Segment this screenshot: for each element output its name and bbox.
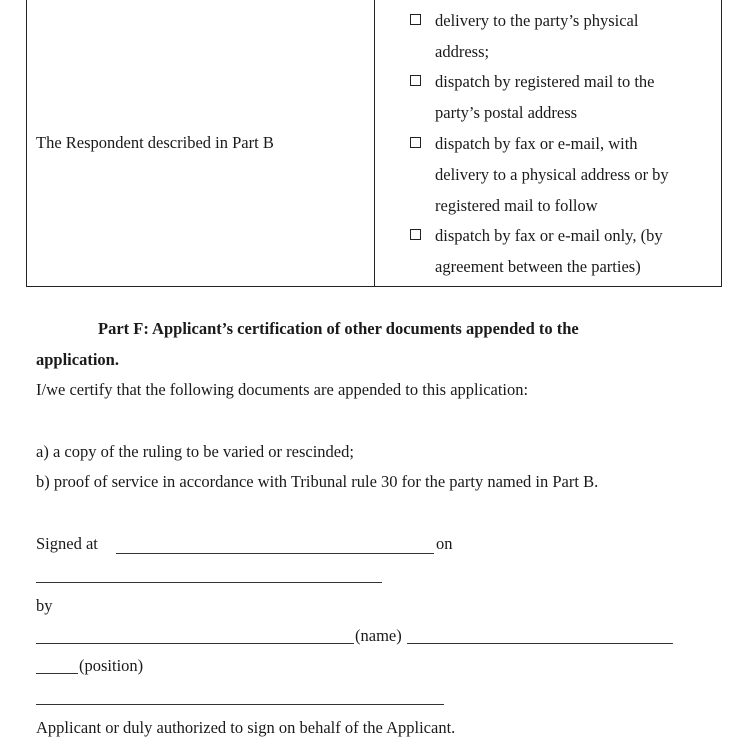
document-item-b: b) proof of service in accordance with Tribunal rule 30 for the party named in Part B.: [36, 472, 599, 491]
position-field[interactable]: [36, 673, 78, 674]
option-line: dispatch by fax or e-mail, with: [435, 134, 638, 153]
certification-intro: I/we certify that the following documents are appended to this application:: [36, 380, 529, 399]
name-field[interactable]: [407, 643, 673, 644]
option-line: delivery to a physical address or by: [435, 165, 669, 184]
option-line: agreement between the parties): [435, 257, 641, 276]
checkbox-icon[interactable]: [410, 14, 421, 25]
name-label: (name): [355, 626, 402, 645]
checkbox-icon[interactable]: [410, 75, 421, 86]
table-column-divider: [374, 0, 375, 287]
option-line: delivery to the party’s physical: [435, 11, 639, 30]
signatory-field[interactable]: [36, 643, 354, 644]
option-line: party’s postal address: [435, 103, 578, 122]
on-label: on: [436, 534, 453, 553]
part-f-heading-continued: application.: [36, 350, 119, 369]
signed-at-label: Signed at: [36, 534, 98, 553]
option-line: dispatch by fax or e-mail only, (by: [435, 226, 663, 245]
part-f-heading: Part F: Applicant’s certification of other documents appended to the: [98, 319, 579, 338]
position-label: (position): [79, 656, 144, 675]
signature-footer: Applicant or duly authorized to sign on behalf of the Applicant.: [36, 718, 456, 737]
by-label: by: [36, 596, 53, 615]
option-line: dispatch by registered mail to the: [435, 72, 655, 91]
respondent-cell-label: The Respondent described in Part B: [36, 133, 274, 152]
signature-field[interactable]: [36, 704, 444, 705]
signed-at-field[interactable]: [116, 553, 434, 554]
date-field[interactable]: [36, 582, 382, 583]
checkbox-icon[interactable]: [410, 137, 421, 148]
option-line: address;: [435, 42, 490, 61]
document-item-a: a) a copy of the ruling to be varied or rescinded;: [36, 442, 354, 461]
checkbox-icon[interactable]: [410, 229, 421, 240]
option-line: registered mail to follow: [435, 196, 598, 215]
